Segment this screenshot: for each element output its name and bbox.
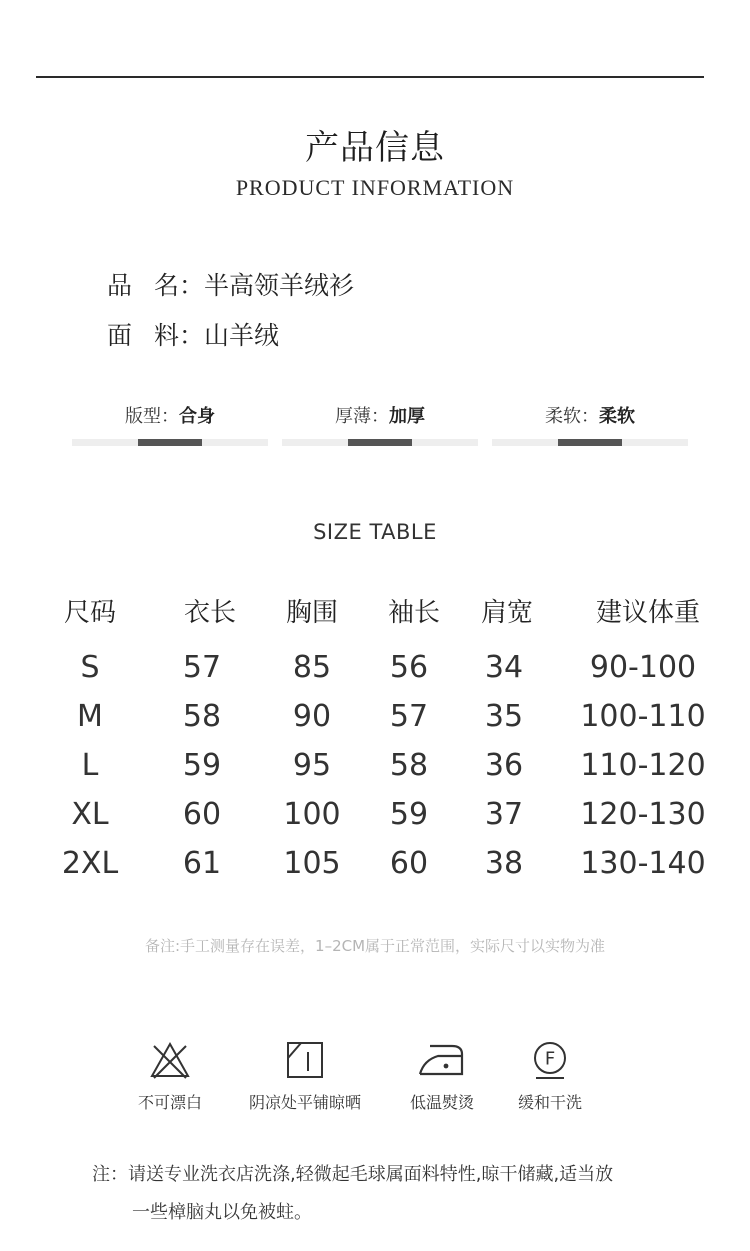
table-cell: 90 bbox=[292, 699, 332, 734]
attr-softness-indicator bbox=[558, 439, 622, 446]
no-bleach-icon bbox=[148, 1040, 192, 1080]
attr-fit-value: 合身 bbox=[179, 406, 215, 427]
product-name-label-1: 品 bbox=[107, 271, 133, 300]
table-cell: 59 bbox=[182, 748, 222, 783]
product-fabric-label-2: 料： bbox=[154, 321, 205, 350]
product-name-value: 半高领羊绒衫 bbox=[204, 271, 355, 300]
size-table-title: SIZE TABLE bbox=[313, 520, 437, 544]
measurement-note: 备注:手工测量存在误差，1–2CM属于正常范围，实际尺寸以实物为准 bbox=[144, 937, 606, 955]
table-cell: 105 bbox=[283, 846, 341, 881]
attr-fit-indicator bbox=[138, 439, 202, 446]
table-cell: 60 bbox=[389, 846, 429, 881]
table-cell: 57 bbox=[389, 699, 429, 734]
product-name-label-2: 名： bbox=[154, 271, 205, 300]
table-cell: 59 bbox=[389, 797, 429, 832]
table-cell: 61 bbox=[182, 846, 222, 881]
table-cell: 58 bbox=[389, 748, 429, 783]
table-cell: S bbox=[80, 650, 100, 685]
table-cell: 130-140 bbox=[580, 846, 706, 881]
product-fabric-value: 山羊绒 bbox=[204, 321, 280, 350]
attr-fit-track bbox=[72, 439, 268, 446]
top-divider bbox=[36, 76, 704, 78]
table-cell: 58 bbox=[182, 699, 222, 734]
care-dry-clean bbox=[480, 1040, 620, 1113]
care-no-bleach bbox=[100, 1040, 240, 1113]
table-cell: 57 bbox=[182, 650, 222, 685]
attr-softness-value: 柔软 bbox=[599, 406, 635, 427]
table-cell: 95 bbox=[292, 748, 332, 783]
iron-low-icon bbox=[416, 1040, 468, 1080]
table-cell: 60 bbox=[182, 797, 222, 832]
attr-softness-label: 柔软： bbox=[545, 406, 599, 427]
product-fabric-row bbox=[107, 316, 279, 352]
attr-thickness-track bbox=[282, 439, 478, 446]
table-cell: 35 bbox=[484, 699, 524, 734]
size-header-weight: 建议体重 bbox=[595, 598, 701, 628]
table-cell: 56 bbox=[389, 650, 429, 685]
attr-thickness-value: 加厚 bbox=[389, 406, 425, 427]
dry-clean-f-icon bbox=[528, 1040, 572, 1080]
attr-fit-label: 版型： bbox=[125, 406, 179, 427]
care-dry-clean-label: 缓和干洗 bbox=[517, 1093, 582, 1112]
attr-thickness bbox=[282, 402, 478, 428]
table-cell: 38 bbox=[484, 846, 524, 881]
size-header-chest: 胸围 bbox=[285, 598, 339, 628]
table-cell: 85 bbox=[292, 650, 332, 685]
table-cell: 100 bbox=[283, 797, 341, 832]
table-cell: 2XL bbox=[61, 846, 119, 881]
size-header-length: 衣长 bbox=[183, 598, 237, 628]
table-cell: M bbox=[77, 699, 103, 734]
table-cell: 110-120 bbox=[580, 748, 706, 783]
table-cell: 36 bbox=[484, 748, 524, 783]
table-cell: 120-130 bbox=[580, 797, 706, 832]
attr-fit bbox=[72, 402, 268, 428]
size-header-sleeve: 袖长 bbox=[387, 598, 441, 628]
table-cell: XL bbox=[71, 797, 109, 832]
care-dry-flat-shade-label: 阴凉处平铺晾晒 bbox=[248, 1093, 361, 1112]
attr-softness-track bbox=[492, 439, 688, 446]
section-title-cn: 产品信息 bbox=[305, 128, 445, 168]
product-fabric-label-1: 面 bbox=[107, 321, 133, 350]
dry-clean-symbol: F bbox=[544, 1048, 556, 1070]
care-dry-flat-shade bbox=[235, 1040, 375, 1113]
table-cell: 37 bbox=[484, 797, 524, 832]
attr-thickness-label: 厚薄： bbox=[335, 406, 389, 427]
table-cell: 34 bbox=[484, 650, 524, 685]
table-cell: 90-100 bbox=[589, 650, 697, 685]
dry-flat-shade-icon bbox=[283, 1040, 327, 1080]
care-note-line-1: 注：请送专业洗衣店洗涤,轻微起毛球属面料特性,晾干储藏,适当放 bbox=[92, 1164, 614, 1185]
care-no-bleach-label: 不可漂白 bbox=[137, 1093, 202, 1112]
attr-thickness-indicator bbox=[348, 439, 412, 446]
size-header-size: 尺码 bbox=[63, 598, 117, 628]
attr-softness bbox=[492, 402, 688, 428]
table-cell: L bbox=[81, 748, 99, 783]
section-title-en: PRODUCT INFORMATION bbox=[235, 175, 515, 200]
size-header-shoulder: 肩宽 bbox=[480, 598, 534, 628]
table-cell: 100-110 bbox=[580, 699, 706, 734]
care-iron-low-label: 低温熨烫 bbox=[409, 1093, 474, 1112]
product-name-row bbox=[107, 266, 354, 302]
care-note-line-2: 一些樟脑丸以免被蛀。 bbox=[132, 1202, 312, 1223]
